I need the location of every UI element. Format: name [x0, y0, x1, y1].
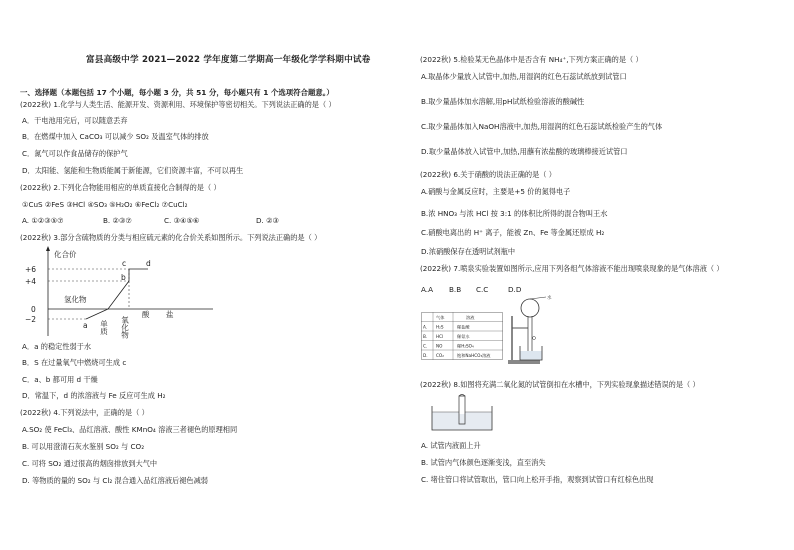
category-hydride: 氢化物 [64, 295, 87, 304]
question-2-option-c: C. ③④⑤⑥ [164, 216, 200, 225]
question-7-option-c: C.C [476, 285, 489, 294]
question-2-stem: (2022秋) 2.下列化合物能用相应的单质直接化合制得的是（ ） [20, 183, 221, 192]
question-8-stem: (2022秋) 8.如图将充满二氧化氮的试管倒扣在水槽中，下列实验现象描述错误的是（ ） [420, 380, 700, 389]
question-6-option-c: C.硝酸电离出的 H⁺ 离子，能被 Zn、Fe 等金属还原成 H₂ [421, 228, 605, 237]
question-1-option-d: D．太阳能、氢能和生物质能属于新能源，它们资源丰富，不可以再生 [22, 166, 244, 175]
table-row-a-label: A. [423, 324, 428, 330]
question-4-option-a: A.SO₂ 使 FeCl₃、品红溶液、酸性 KMnO₄ 溶液三者褪色的原理相同 [22, 425, 238, 434]
question-2-list: ①CuS ②FeS ③HCl ④SO₃ ⑤H₂O₂ ⑥FeCl₂ ⑦CuCl₂ [22, 200, 188, 209]
gas-solution-table [421, 312, 503, 360]
category-salt: 盐 [166, 310, 174, 319]
table-row-a-gas: H₂S [436, 324, 444, 330]
tick-zero: 0 [31, 305, 36, 314]
table-row-c-label: C. [423, 343, 428, 349]
question-6-option-a: A.硝酸与金属反应时，主要是+5 价的氮得电子 [421, 187, 571, 196]
question-7-option-b: B.B [449, 285, 462, 294]
tick-plus6: +6 [25, 265, 37, 274]
apparatus-water-label: 水 [547, 296, 552, 301]
question-7-stem: (2022秋) 7.喷泉实验装置如图所示,应用下列各组气体溶液不能出现喷泉现象的是气体溶液（ ） [420, 264, 724, 273]
question-1-option-c: C．氮气可以作食品储存的保护气 [22, 149, 128, 158]
table-row-b-solution: 稀氨水 [457, 334, 470, 339]
table-row-c-solution: 稀H₂SO₄ [457, 343, 474, 349]
category-oxide: 氧化物 [120, 316, 130, 339]
question-4-option-b: B. 可以用澄清石灰水鉴别 SO₂ 与 CO₂ [22, 442, 145, 451]
table-row-d-solution: 饱和NaHCO₃溶液 [457, 353, 491, 358]
tick-minus2: −2 [25, 315, 37, 324]
question-1-stem: (2022秋) 1.化学与人类生活、能源开发、资源利用、环境保护等密切相关。下列说法正确的是（ ） [20, 100, 336, 109]
table-row-b-gas: HCl [436, 334, 444, 339]
point-b: b [121, 273, 126, 282]
question-5-stem: (2022秋) 5.检验某无色晶体中是否含有 NH₄⁺,下列方案正确的是（ ） [420, 55, 643, 64]
question-2-option-a: A. ①②③⑤⑦ [22, 216, 64, 225]
point-c: c [122, 259, 127, 268]
point-a: a [83, 321, 88, 330]
question-1-option-a: A．干电池用完后，可以随意丢弃 [22, 116, 128, 125]
question-3-option-d: D．常温下，d 的浓溶液与 Fe 反应可生成 H₂ [22, 391, 166, 400]
question-8-option-c: C. 堵住管口将试管取出，管口向上松开手指，观察到试管口有红棕色出现 [421, 475, 654, 484]
page-title: 富县高级中学 2021—2022 学年度第二学期高一年级化学学科期中试卷 [86, 55, 371, 65]
question-7-option-a: A.A [421, 285, 433, 294]
point-d: d [146, 259, 151, 268]
question-6-option-d: D.浓硝酸保存在透明试剂瓶中 [421, 247, 516, 256]
question-4-option-c: C. 可将 SO₂ 通过很高的烟囱排放到大气中 [22, 459, 158, 468]
table-head-solution: 溶液 [466, 315, 475, 320]
question-8-option-b: B. 试管内气体颜色逐渐变浅，直至消失 [421, 458, 546, 467]
table-row-d-label: D. [423, 353, 428, 358]
question-3-stem: (2022秋) 3.部分含硫物质的分类与相应硫元素的化合价关系如图所示。下列说法正确的是（ ） [20, 233, 322, 242]
question-5-option-b: B.取少量晶体加水溶解,用pH试纸检验溶液的酸碱性 [421, 97, 585, 106]
question-4-option-d: D. 等物质的量的 SO₂ 与 Cl₂ 混合通入品红溶液后褪色减弱 [22, 476, 208, 485]
sulfur-valence-diagram [18, 244, 218, 344]
table-row-a-solution: 稀盐酸 [457, 324, 470, 330]
question-8-option-a: A. 试管内液面上升 [421, 441, 481, 450]
question-7-option-d: D.D [508, 285, 522, 294]
section-heading: 一、选择题（本题包括 17 个小题，每小题 3 分，共 51 分，每小题只有 1 个选项符合题意。） [20, 88, 334, 97]
inverted-test-tube-diagram [428, 394, 498, 434]
category-acid: 酸 [142, 310, 150, 319]
table-row-b-label: B. [423, 334, 428, 339]
tick-plus4: +4 [25, 277, 37, 286]
question-5-option-c: C.取少量晶体加入NaOH溶液中,加热,用湿润的红色石蕊试纸检验产生的气体 [421, 122, 663, 131]
question-5-option-a: A.取晶体少量放入试管中,加热,用湿润的红色石蕊试纸放到试管口 [421, 72, 627, 81]
question-3-option-b: B．S 在过量氧气中燃烧可生成 c [22, 358, 127, 367]
question-3-option-c: C．a、b 都可用 d 干燥 [22, 375, 98, 384]
question-2-option-b: B. ②③⑦ [103, 216, 132, 225]
category-element: 单质 [99, 320, 109, 335]
table-head-gas: 气体 [436, 315, 445, 320]
question-6-option-b: B.浓 HNO₃ 与浓 HCl 按 3:1 的体积比所得的混合物叫王水 [421, 209, 608, 218]
question-1-option-b: B．在燃煤中加入 CaCO₃ 可以减少 SO₂ 及温室气体的排放 [22, 132, 209, 141]
question-6-stem: (2022秋) 6.关于硝酸的说法正确的是（ ） [420, 170, 556, 179]
fountain-apparatus [498, 294, 568, 366]
question-2-option-d: D. ②③ [256, 216, 279, 225]
question-4-stem: (2022秋) 4.下列说法中，正确的是（ ） [20, 408, 149, 417]
question-5-option-d: D.取少量晶体放入试管中,加热,用蘸有浓盐酸的玻璃棒接近试管口 [421, 147, 628, 156]
y-axis-label: 化合价 [54, 250, 77, 259]
question-3-option-a: A．a 的稳定性弱于水 [22, 342, 92, 351]
table-row-d-gas: CO₂ [436, 353, 444, 358]
table-row-c-gas: NO [436, 343, 443, 349]
